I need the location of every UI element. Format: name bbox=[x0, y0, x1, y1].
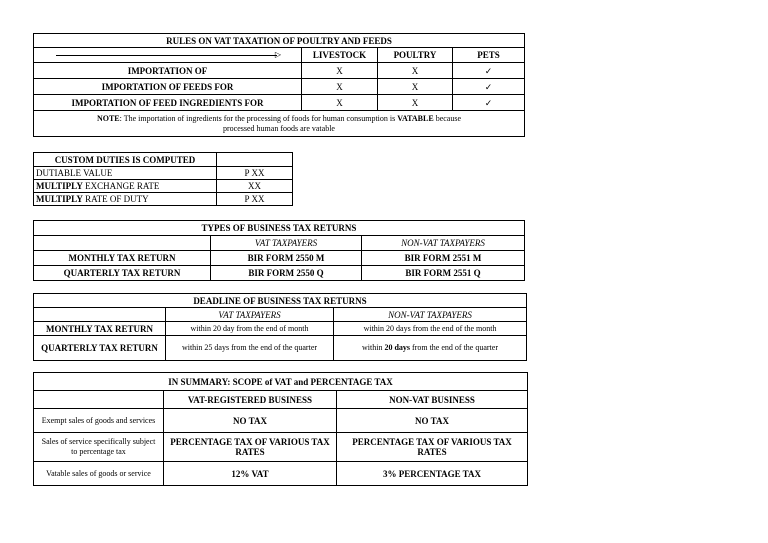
header-non-vat: NON-VAT BUSINESS bbox=[337, 391, 528, 409]
cell-non-vat: NO TAX bbox=[337, 409, 528, 433]
header-livestock: LIVESTOCK bbox=[302, 48, 378, 63]
cell-vat-registered: 12% VAT bbox=[164, 462, 337, 486]
empty-cell bbox=[34, 391, 164, 409]
cell-pets: ✓ bbox=[453, 95, 525, 111]
custom-duties-title: CUSTOM DUTIES IS COMPUTED bbox=[34, 153, 217, 167]
row-label: Sales of service specifically subject to percentage tax bbox=[34, 433, 164, 462]
header-vat: VAT TAXPAYERS bbox=[211, 236, 362, 251]
table-row bbox=[34, 167, 293, 180]
deadline-table bbox=[33, 293, 527, 361]
table-row bbox=[34, 266, 525, 281]
note-text: : The importation of ingredients for the processing of foods for human consumption is bbox=[119, 113, 398, 123]
header-poultry: POULTRY bbox=[378, 48, 453, 63]
empty-cell bbox=[34, 308, 166, 322]
table-row bbox=[34, 95, 525, 111]
note-bold: VATABLE bbox=[397, 113, 434, 123]
empty-cell bbox=[217, 153, 293, 167]
header-vat: VAT TAXPAYERS bbox=[166, 308, 334, 322]
table-row bbox=[34, 322, 527, 336]
cell-non-vat: PERCENTAGE TAX OF VARIOUS TAX RATES bbox=[337, 433, 528, 462]
cell-vat: within 25 days from the end of the quarter bbox=[166, 336, 334, 361]
cell-vat: within 20 day from the end of month bbox=[166, 322, 334, 336]
cell-pets: ✓ bbox=[453, 63, 525, 79]
cell-poultry: X bbox=[378, 63, 453, 79]
cell-nonvat: within 20 days from the end of the month bbox=[334, 322, 527, 336]
row-label: MULTIPLY EXCHANGE RATE bbox=[34, 180, 217, 193]
cell-livestock: X bbox=[302, 63, 378, 79]
cell-vat-registered: PERCENTAGE TAX OF VARIOUS TAX RATES bbox=[164, 433, 337, 462]
cell-livestock: X bbox=[302, 79, 378, 95]
note-label: NOTE bbox=[96, 113, 120, 123]
row-value: XX bbox=[217, 180, 293, 193]
cell-poultry: X bbox=[378, 95, 453, 111]
empty-cell bbox=[34, 236, 211, 251]
row-label: MULTIPLY RATE OF DUTY bbox=[34, 193, 217, 206]
cell-nonvat: BIR FORM 2551 Q bbox=[362, 266, 525, 281]
row-label: QUARTERLY TAX RETURN bbox=[34, 336, 166, 361]
arrow-cell bbox=[34, 48, 302, 63]
table-row bbox=[34, 79, 525, 95]
note-tail: because processed human foods are vatable bbox=[223, 113, 462, 133]
summary-title: IN SUMMARY: SCOPE of VAT and PERCENTAGE TAX bbox=[34, 373, 528, 391]
deadline-title: DEADLINE OF BUSINESS TAX RETURNS bbox=[34, 294, 527, 308]
cell-nonvat: within 20 days from the end of the quarter bbox=[334, 336, 527, 361]
row-label: MONTHLY TAX RETURN bbox=[34, 251, 211, 266]
vat-rules-note bbox=[34, 111, 525, 137]
header-pets: PETS bbox=[453, 48, 525, 63]
table-row bbox=[34, 433, 528, 462]
summary-table bbox=[33, 372, 528, 486]
table-row bbox=[34, 63, 525, 79]
row-label: IMPORTATION OF FEED INGREDIENTS FOR bbox=[34, 95, 302, 111]
tax-return-types-table bbox=[33, 220, 525, 281]
custom-duties-table bbox=[33, 152, 293, 206]
table-row bbox=[34, 336, 527, 361]
row-label: Vatable sales of goods or service bbox=[34, 462, 164, 486]
vat-rules-table bbox=[33, 33, 525, 137]
cell-non-vat: 3% PERCENTAGE TAX bbox=[337, 462, 528, 486]
row-value: P XX bbox=[217, 193, 293, 206]
cell-vat: BIR FORM 2550 M bbox=[211, 251, 362, 266]
table-row bbox=[34, 409, 528, 433]
table-row bbox=[34, 251, 525, 266]
cell-pets: ✓ bbox=[453, 79, 525, 95]
cell-poultry: X bbox=[378, 79, 453, 95]
row-label: QUARTERLY TAX RETURN bbox=[34, 266, 211, 281]
header-vat-registered: VAT-REGISTERED BUSINESS bbox=[164, 391, 337, 409]
vat-rules-title: RULES ON VAT TAXATION OF POULTRY AND FEEDS bbox=[34, 34, 525, 48]
row-label: Exempt sales of goods and services bbox=[34, 409, 164, 433]
cell-livestock: X bbox=[302, 95, 378, 111]
table-row bbox=[34, 193, 293, 206]
cell-vat-registered: NO TAX bbox=[164, 409, 337, 433]
header-nonvat: NON-VAT TAXPAYERS bbox=[362, 236, 525, 251]
row-label: MONTHLY TAX RETURN bbox=[34, 322, 166, 336]
table-row bbox=[34, 462, 528, 486]
row-value: P XX bbox=[217, 167, 293, 180]
row-label: IMPORTATION OF FEEDS FOR bbox=[34, 79, 302, 95]
cell-nonvat: BIR FORM 2551 M bbox=[362, 251, 525, 266]
row-label: IMPORTATION OF bbox=[34, 63, 302, 79]
arrow-right-icon: ▷ bbox=[36, 50, 299, 60]
header-nonvat: NON-VAT TAXPAYERS bbox=[334, 308, 527, 322]
table-row bbox=[34, 180, 293, 193]
cell-vat: BIR FORM 2550 Q bbox=[211, 266, 362, 281]
types-title: TYPES OF BUSINESS TAX RETURNS bbox=[34, 221, 525, 236]
row-label: DUTIABLE VALUE bbox=[34, 167, 217, 180]
